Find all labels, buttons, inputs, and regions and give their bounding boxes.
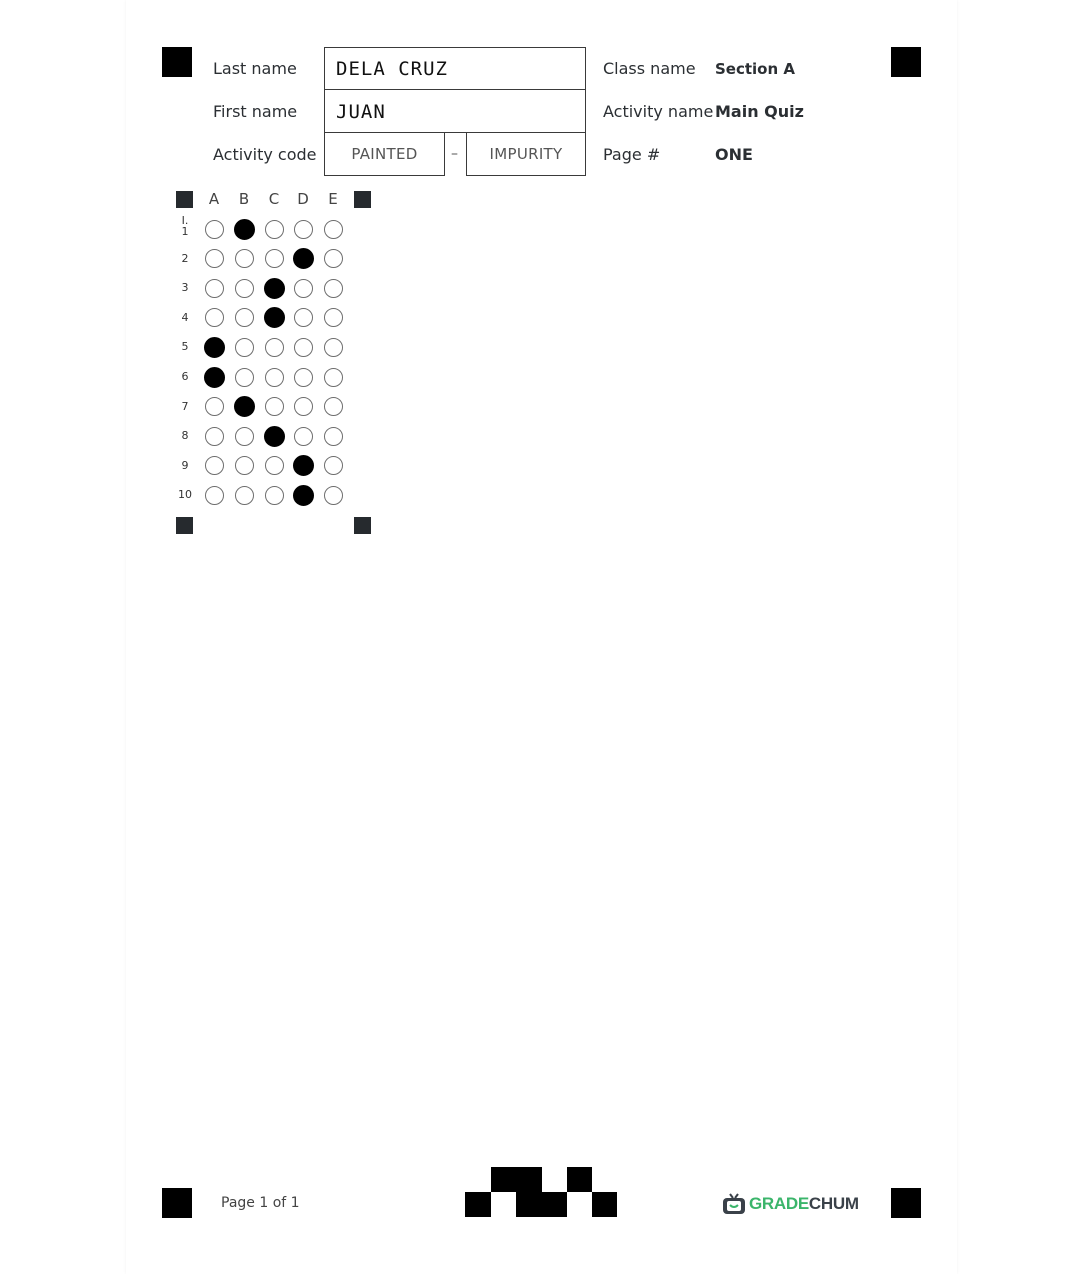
answer-bubble-4-d[interactable] xyxy=(294,308,313,327)
activity-code-part2: IMPURITY xyxy=(466,132,586,176)
class-name-label: Class name xyxy=(603,59,696,78)
last-name-value: DELA CRUZ xyxy=(336,58,448,80)
first-name-label: First name xyxy=(213,102,298,121)
question-number: 5 xyxy=(181,340,189,354)
answer-bubble-4-e[interactable] xyxy=(324,308,343,327)
question-number: 3 xyxy=(181,281,189,295)
answer-bubble-9-d[interactable] xyxy=(293,455,314,476)
question-number: 9 xyxy=(181,458,189,472)
answer-bubble-7-e[interactable] xyxy=(324,397,343,416)
question-number xyxy=(173,215,197,237)
answer-bubble-3-c[interactable] xyxy=(264,278,285,299)
answer-bubble-10-e[interactable] xyxy=(324,486,343,505)
answer-bubble-1-b[interactable] xyxy=(234,219,255,240)
answer-bubble-5-b[interactable] xyxy=(235,338,254,357)
activity-name-value: Main Quiz xyxy=(715,102,804,121)
answer-bubble-4-b[interactable] xyxy=(235,308,254,327)
answer-bubble-9-b[interactable] xyxy=(235,456,254,475)
first-name-field[interactable] xyxy=(324,89,586,133)
answer-bubble-8-b[interactable] xyxy=(235,427,254,446)
last-name-label: Last name xyxy=(213,59,297,78)
page-number-value: ONE xyxy=(715,145,753,164)
activity-name-label: Activity name xyxy=(603,102,714,121)
answer-bubble-8-d[interactable] xyxy=(294,427,313,446)
answer-bubble-3-e[interactable] xyxy=(324,279,343,298)
answer-bubble-4-c[interactable] xyxy=(264,307,285,328)
answer-bubble-6-e[interactable] xyxy=(324,368,343,387)
column-letter-c: C xyxy=(268,190,280,208)
registration-mark-bottom-left xyxy=(162,1188,192,1218)
answer-bubble-10-d[interactable] xyxy=(293,485,314,506)
question-number: 4 xyxy=(181,310,189,324)
answer-bubble-6-c[interactable] xyxy=(265,368,284,387)
answer-bubble-10-b[interactable] xyxy=(235,486,254,505)
column-letter-a: A xyxy=(208,190,220,208)
class-name-value: Section A xyxy=(715,60,795,78)
answer-bubble-1-d[interactable] xyxy=(294,220,313,239)
registration-mark-top-right xyxy=(891,47,921,77)
grid-marker xyxy=(354,191,371,208)
question-number: 6 xyxy=(181,370,189,383)
answer-bubble-7-a[interactable] xyxy=(205,397,224,416)
answer-bubble-6-a[interactable] xyxy=(204,367,225,388)
column-letter-e: E xyxy=(328,190,338,208)
question-number: 7 xyxy=(181,399,189,413)
answer-bubble-3-d[interactable] xyxy=(294,279,313,298)
activity-code-separator: – xyxy=(451,146,458,162)
question-label: 1 xyxy=(181,225,189,238)
gradechum-logo xyxy=(721,1192,859,1216)
answer-bubble-1-e[interactable] xyxy=(324,220,343,239)
registration-mark-bottom-right xyxy=(891,1188,921,1218)
activity-code-part1: PAINTED xyxy=(324,132,445,176)
first-name-value: JUAN xyxy=(336,101,386,123)
answer-bubble-8-a[interactable] xyxy=(205,427,224,446)
answer-bubble-8-e[interactable] xyxy=(324,427,343,446)
answer-bubble-5-e[interactable] xyxy=(324,338,343,357)
answer-bubble-9-e[interactable] xyxy=(324,456,343,475)
answer-bubble-2-e[interactable] xyxy=(324,249,343,268)
answer-bubble-5-a[interactable] xyxy=(204,337,225,358)
question-number: 10 xyxy=(178,488,192,502)
answer-bubble-6-d[interactable] xyxy=(294,368,313,387)
page-barcode xyxy=(465,1167,617,1217)
answer-bubble-9-c[interactable] xyxy=(265,456,284,475)
registration-mark-top-left xyxy=(162,47,192,77)
robot-tv-icon xyxy=(721,1192,747,1216)
column-letter-d: D xyxy=(297,190,309,208)
answer-bubble-7-b[interactable] xyxy=(234,396,255,417)
question-number: 2 xyxy=(181,251,189,265)
answer-bubble-10-a[interactable] xyxy=(205,486,224,505)
answer-bubble-1-c[interactable] xyxy=(265,220,284,239)
answer-bubble-3-b[interactable] xyxy=(235,279,254,298)
grid-marker xyxy=(176,191,193,208)
grid-marker xyxy=(176,517,193,534)
answer-bubble-7-c[interactable] xyxy=(265,397,284,416)
answer-bubble-5-d[interactable] xyxy=(294,338,313,357)
answer-bubble-2-b[interactable] xyxy=(235,249,254,268)
answer-bubble-3-a[interactable] xyxy=(205,279,224,298)
answer-bubble-5-c[interactable] xyxy=(265,338,284,357)
answer-bubble-8-c[interactable] xyxy=(264,426,285,447)
answer-bubble-1-a[interactable] xyxy=(205,220,224,239)
answer-bubble-2-c[interactable] xyxy=(265,249,284,268)
answer-bubble-10-c[interactable] xyxy=(265,486,284,505)
answer-bubble-6-b[interactable] xyxy=(235,368,254,387)
grid-marker xyxy=(354,517,371,534)
question-prefix: I. xyxy=(181,214,189,227)
question-number: 8 xyxy=(181,429,189,443)
page-count-text: Page 1 of 1 xyxy=(221,1195,300,1211)
answer-bubble-2-d[interactable] xyxy=(293,248,314,269)
last-name-field[interactable] xyxy=(324,47,586,90)
answer-bubble-4-a[interactable] xyxy=(205,308,224,327)
brand-name-part1: GRADE xyxy=(749,1194,809,1213)
page-number-label: Page # xyxy=(603,145,661,164)
column-letter-b: B xyxy=(238,190,250,208)
activity-code-label: Activity code xyxy=(213,145,317,164)
brand-name-part2: CHUM xyxy=(808,1194,859,1213)
answer-bubble-2-a[interactable] xyxy=(205,249,224,268)
answer-bubble-9-a[interactable] xyxy=(205,456,224,475)
answer-bubble-7-d[interactable] xyxy=(294,397,313,416)
